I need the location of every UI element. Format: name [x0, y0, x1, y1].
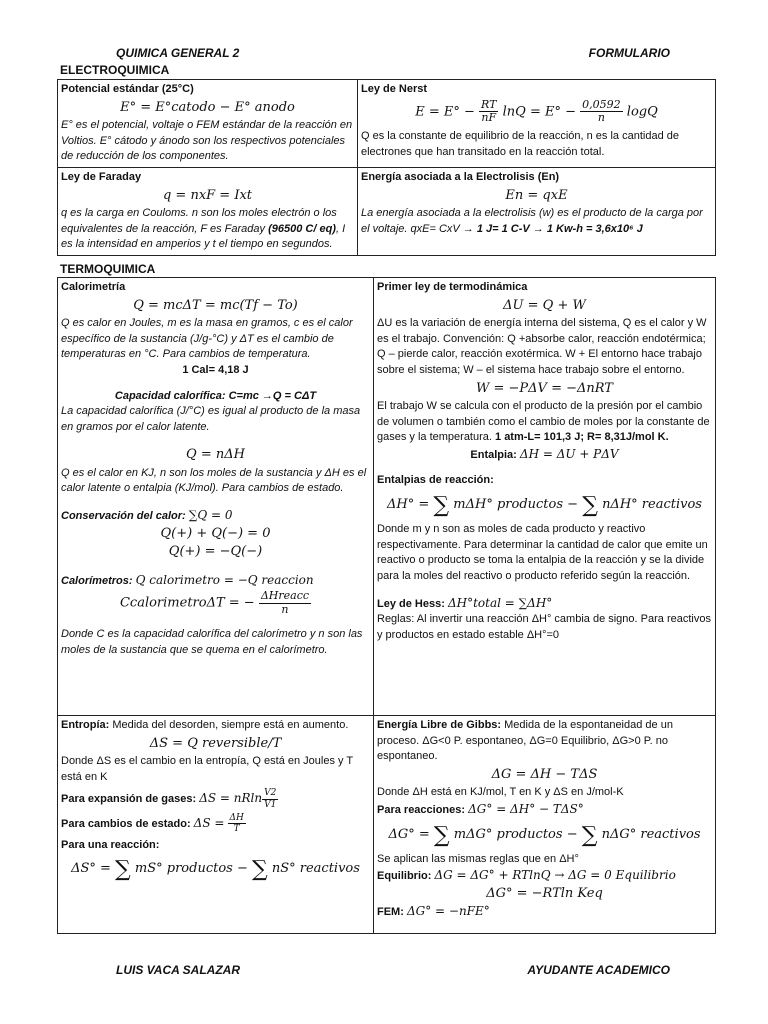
calorimetros-description: Donde C es la capacidad calorífica del calorímetro y n son las moles de la sustancia que se quema en el calorímetro. [61, 628, 363, 657]
calorimetria-description: Q es calor en Joules, m es la masa en gramos, c es el calor específico de la sustancia (J/g-°C) y ΔT es el cambio de temperaturas en °C. Para cambios de temperatura. [61, 317, 353, 361]
potencial-description: E° es el potencial, voltaje o FEM estándar de la reacción en Voltios. E° cátodo y ánodo son los respectivos potenciales de reducción de los componentes. [61, 119, 353, 163]
gibbs-title: Energía Libre de Gibbs: [377, 719, 502, 731]
sum-symbol-6: ∑ [581, 822, 598, 848]
nerst-eq-part-a: E = E° − [415, 104, 475, 120]
section-title-termoquimica: TERMOQUIMICA [60, 262, 156, 276]
gibbs-rules: Se aplican las mismas reglas que en ΔH° [377, 852, 579, 865]
expansion-gases [61, 788, 370, 810]
ley-hess [377, 595, 712, 613]
calorimetria-equation: Q = mcΔT = mc(Tf − To) [133, 297, 298, 313]
fem-label: FEM: [377, 906, 404, 919]
nerst-nf: nF [481, 111, 497, 125]
potencial-title: Potencial estándar (25°C) [61, 83, 194, 95]
electrolisis-description [361, 206, 712, 237]
gas-den: V1 [264, 799, 277, 810]
trabajo-description [377, 399, 712, 446]
equilibrio-equation-2: ΔG° = −RTln Keq [486, 885, 603, 901]
gas-fraction [262, 788, 278, 810]
nerst-equation [361, 99, 712, 125]
nerst-n: n [597, 111, 605, 125]
nerst-fraction-0592 [580, 99, 623, 125]
latent-heat-equation: Q = nΔH [186, 447, 245, 463]
faraday-text-c: , I es la intensidad en amperios y t el tiempo en segundos. [61, 222, 346, 251]
potencial-equation: E° = E°catodo − E° anodo [120, 99, 295, 115]
rx-eq-a: ΔS° = [71, 861, 111, 877]
cell-electrolisis [358, 167, 716, 255]
trabajo-text-a: El trabajo W se calcula con el producto de la presión por el cambio de volumen o también como el cambio de moles por la constante de gases y la temperatura. [377, 399, 710, 444]
fem-equation: ΔG° = −nFE° [406, 904, 490, 919]
header-course: QUIMICA GENERAL 2 [116, 46, 240, 60]
hess-equation: ΔH°total = ∑ΔH° [447, 595, 553, 610]
trabajo-constants: 1 atm-L= 101,3 J; R= 8,31J/mol K. [495, 431, 669, 444]
nerst-fraction-rt [479, 99, 498, 125]
entropia-den: T [272, 735, 282, 751]
conservacion-equation-2: Q(+) + Q(−) = 0 [160, 525, 271, 541]
calorimetros-num: ΔHreacc [260, 589, 310, 603]
cell-potencial-estandar [58, 80, 358, 168]
entropia-description: Donde ΔS es el cambio en la entropía, Q está en Joules y T está en K [61, 755, 353, 783]
sum-symbol-3: ∑ [115, 857, 131, 883]
entalpia-equation: ΔH = ΔU + PΔV [519, 446, 619, 461]
entropia-eq-a: ΔS = [149, 735, 184, 751]
sum-symbol-1: ∑ [433, 493, 450, 518]
gibbs-rx-equation: ΔG° = ΔH° − TΔS° [468, 801, 584, 816]
conservacion-equation-3: Q(+) = −Q(−) [168, 544, 263, 560]
gibbs-equilibrio [377, 867, 712, 885]
gibbs-sum-c: nΔG° reactivos [601, 826, 701, 842]
calorimetros-eq2-a: CcalorimetroΔT = − [119, 595, 255, 611]
faraday-description [61, 206, 354, 253]
gibbs-rx-label: Para reacciones: [377, 803, 466, 816]
estado-den: T [233, 824, 240, 835]
reaccion-label: Para una reacción: [61, 838, 160, 851]
cell-primer-ley [374, 278, 716, 716]
termoquimica-table [57, 277, 716, 934]
entropia-equation: ΔS = Q reversible/T [149, 735, 282, 751]
section-title-electroquimica: ELECTROQUIMICA [60, 63, 170, 77]
trabajo-equation: W = −PΔV = −ΔnRT [476, 380, 613, 396]
faraday-text-a: q es la carga en Couloms. n son los moles electrón o los equivalentes de la reacción, F es Faraday [61, 206, 337, 235]
entalpias-reaccion-equation [377, 490, 712, 521]
er-eq-b: mΔH° productos − [453, 497, 579, 512]
entropia-title-text: Medida del desorden, siempre está en aumento. [109, 719, 349, 731]
calorimetros-label: Calorímetros: [61, 574, 133, 587]
electroquimica-table [57, 79, 716, 256]
entalpia-label: Entalpia: [470, 448, 517, 461]
gibbs-title-text: Medida de la espontaneidad de un proceso. ΔG<0 P. espontaneo, ΔG=0 Equilibrio, ΔG>0 P. no espontaneo. [377, 719, 673, 763]
estado-label: Para cambios de estado: [61, 817, 191, 830]
gibbs-fem [377, 903, 712, 921]
primer-ley-description: ΔU es la variación de energía interna del sistema, Q es el calor y W es el trabajo. Convención: Q +absorbe calor, reacción endotérmica; Q – pierde calor, reacción exotérmica. W + El entorno hace trabajo sobre el sistema; W – el sistema hace trabajo sobre el entorno. [377, 317, 707, 376]
cell-entropia [58, 716, 374, 934]
nerst-0592: 0,0592 [582, 97, 621, 111]
gas-label: Para expansión de gases: [61, 793, 197, 806]
faraday-constant: (96500 C/ eq) [268, 222, 336, 235]
sum-symbol-2: ∑ [582, 493, 598, 518]
nerst-title: Ley de Nerst [361, 83, 428, 95]
header-doc-type: FORMULARIO [588, 46, 670, 60]
primer-ley-title: Primer ley de termodinámica [377, 281, 528, 293]
gas-num: V2 [264, 788, 277, 799]
gibbs-sum-a: ΔG° = [388, 826, 430, 842]
entropia-reaccion-equation [61, 854, 370, 885]
nerst-eq-part-c: logQ [626, 104, 658, 120]
cell-gibbs [374, 716, 716, 934]
nerst-description: Q es la constante de equilibrio de la reacción, n es la cantidad de electrones que han transitado en la reacción total. [361, 129, 679, 158]
conservacion-equation: ∑Q = 0 [188, 508, 233, 522]
gas-eq-a: ΔS = nRln [199, 791, 263, 806]
rx-eq-c: nS° reactivos [271, 861, 360, 877]
calorimetros-fraction [259, 590, 311, 616]
nerst-rt: RT [481, 97, 497, 111]
faraday-equation: q = nxF = Ixt [162, 187, 253, 203]
calorimetros-equation-2 [61, 590, 370, 616]
calorimetria-title: Calorimetría [61, 281, 126, 293]
gibbs-equation: ΔG = ΔH − TΔS [491, 766, 598, 782]
entropia-num: Q reversible [187, 735, 269, 751]
calorimetros-equation: Q calorimetro = −Q reaccion [135, 572, 314, 587]
rx-eq-b: mS° productos − [134, 861, 248, 877]
faraday-title: Ley de Faraday [61, 170, 142, 183]
entalpia [377, 446, 712, 464]
cambios-estado [61, 813, 370, 835]
gibbs-sum-equation [377, 820, 712, 851]
latent-heat-description: Q es el calor en KJ, n son los moles de la sustancia y ΔH es el calor latente o entalpia (KJ/mol). Para cambios de estado. [61, 466, 367, 495]
estado-eq-a: ΔS = [193, 815, 225, 830]
estado-num: ΔH [229, 812, 244, 823]
electrolisis-equation: En = qxE [505, 187, 568, 203]
gibbs-description: Donde ΔH está en KJ/mol, T en K y ΔS en J/mol-K [377, 786, 624, 799]
electrolisis-title: Energía asociada a la Electrolisis (En) [361, 170, 560, 183]
page-footer [116, 963, 670, 977]
cell-calorimetria [58, 278, 374, 716]
cell-ley-nerst [358, 80, 716, 168]
cal-conversion: 1 Cal= 4,18 J [182, 363, 249, 376]
capacidad-calorifica-description: La capacidad calorífica (J/°C) es igual al producto de la masa en gramos por el calor latente. [61, 405, 361, 433]
entropia-heading [61, 718, 370, 734]
gibbs-sum-b: mΔG° productos − [453, 826, 578, 842]
conservacion-calor [61, 507, 370, 525]
sum-symbol-4: ∑ [251, 857, 268, 883]
cell-ley-faraday [58, 167, 358, 255]
gibbs-reacciones [377, 801, 712, 819]
electrolisis-text-a: La energía asociada a la electrolisis (w) es el producto de la carga por el voltaje. qxE= CxV → [361, 206, 703, 235]
er-eq-c: nΔH° reactivos [602, 497, 702, 512]
entalpias-reaccion-description: Donde m y n son as moles de cada producto y reactivo respectivamente. Para determinar la cantidad de calor que emite un reactivo o producto se toma la entalpia de la reacción y se la divide para la moles del reactivo o producto referido según la reacción. [377, 523, 708, 583]
calorimetros [61, 572, 370, 590]
hess-label: Ley de Hess: [377, 597, 445, 610]
primer-ley-equation: ΔU = Q + W [503, 297, 586, 313]
sum-symbol-5: ∑ [433, 822, 450, 848]
estado-fraction [228, 813, 246, 835]
footer-role: AYUDANTE ACADEMICO [527, 963, 670, 977]
equilibrio-label: Equilibrio: [377, 870, 432, 883]
entropia-title: Entropía: [61, 719, 110, 731]
footer-author: LUIS VACA SALAZAR [116, 963, 240, 977]
equilibrio-equation: ΔG = ΔG° + RTlnQ → ΔG = 0 Equilibrio [434, 868, 676, 883]
nerst-eq-part-b: lnQ = E° − [502, 104, 576, 120]
hess-description: Reglas: Al invertir una reacción ΔH° cambia de signo. Para reactivos y productos en estado estable ΔH°=0 [377, 613, 711, 641]
calorimetros-den: n [281, 602, 289, 616]
er-eq-a: ΔH° = [387, 497, 430, 512]
conservacion-label: Conservación del calor: [61, 510, 186, 522]
entalpias-reaccion-title: Entalpias de reacción: [377, 474, 494, 487]
page-header [116, 46, 670, 60]
electrolisis-conversion: 1 J= 1 C-V → 1 Kw-h = 3,6x10⁶ J [476, 222, 643, 235]
gibbs-heading [377, 718, 712, 765]
capacidad-calorifica-title: Capacidad calorífica: C=mc →Q = CΔT [114, 389, 317, 402]
